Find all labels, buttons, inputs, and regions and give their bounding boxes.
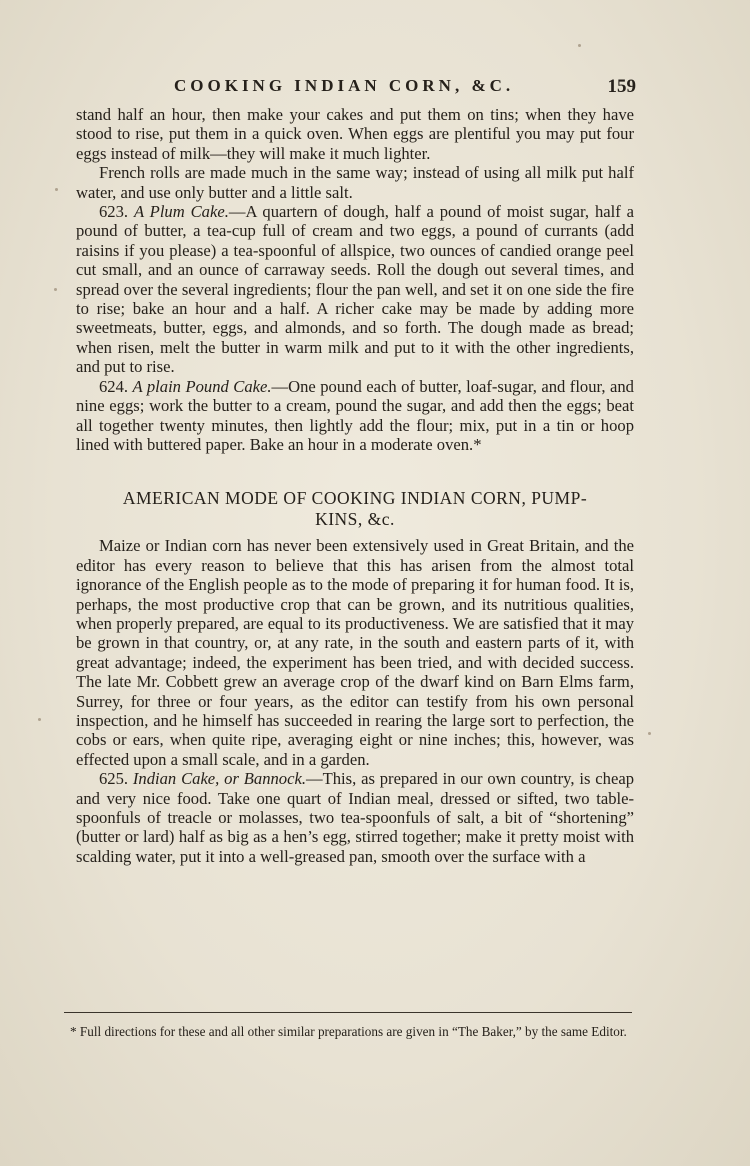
ink-speck: [648, 732, 651, 735]
recipe-624: [76, 377, 634, 455]
recipe-text: —This, as prepared in our own country, is cheap and very nice food. Take one quart of Indian meal, dressed or sifted, two table-spoonfuls of treacle or molasses, two tea-spoonfuls of salt, a bit of “shortening” (butter or lard) half as big as a hen’s egg, stirred together; make it pretty moist with scalding water, put it into a well-greased pan, smooth over the surface with a: [76, 769, 634, 866]
body-text: [76, 105, 634, 866]
recipe-number: 625.: [99, 769, 129, 789]
recipe-text: —A quartern of dough, half a pound of moist sugar, half a pound of butter, a tea-cup full of cream and two eggs, a pound of currants (add raisins if you please) a tea-spoonful of allspice, two ounces of candied orange peel cut small, and an ounce of carraway seeds. Roll the dough out several times, and spread over the several ingredients; flour the pan well, and set it on one side the fire to rise; bake an hour and a half. A richer cake may be made by adding more sweetmeats, butter, eggs, and almonds, and so forth. The dough made as bread; when risen, melt the butter in warm milk and put to it with the other ingredients, and put to rise.: [76, 202, 634, 377]
paragraph-french-rolls: French rolls are made much in the same way; instead of using all milk put half water, and use only butter and a little salt.: [76, 163, 634, 202]
paragraph-continuation: stand half an hour, then make your cakes and put them on tins; when they have stood to rise, put them in a quick oven. When eggs are plentiful you may put four eggs instead of milk—they will make it much lighter.: [76, 105, 634, 163]
section-heading: [76, 488, 634, 530]
recipe-625: [76, 769, 634, 866]
section-heading-line-2: KINS, &c.: [315, 509, 395, 530]
ink-speck: [38, 718, 41, 721]
page-number: 159: [607, 76, 636, 97]
ink-speck: [55, 188, 58, 191]
recipe-623: [76, 202, 634, 377]
recipe-title: A Plum Cake.: [133, 202, 229, 222]
footnote: * Full directions for these and all other similar preparations are given in “The Baker,” by the same Editor.: [70, 1024, 627, 1039]
section-heading-line-1: AMERICAN MODE OF COOKING INDIAN CORN, PUMP-: [122, 488, 588, 509]
footnote-rule: [64, 1012, 632, 1013]
recipe-number: 624.: [99, 376, 129, 396]
recipe-number: 623.: [99, 202, 129, 222]
running-head-title: COOKING INDIAN CORN, &C.: [174, 76, 515, 95]
ink-speck: [578, 44, 581, 47]
recipe-text: —One pound each of butter, loaf-sugar, and flour, and nine eggs; work the butter to a cream, pound the sugar, and add then the eggs; beat all together twenty minutes, then lightly add the flour; mix, put in a tin or hoop lined with buttered paper. Bake an hour in a moderate oven.*: [76, 376, 634, 454]
recipe-title: Indian Cake, or Bannock.: [132, 769, 306, 789]
ink-speck: [54, 288, 57, 291]
recipe-title: A plain Pound Cake.: [132, 376, 272, 396]
running-head: [76, 76, 636, 100]
paragraph-maize: Maize or Indian corn has never been extensively used in Great Britain, and the editor has every reason to believe that this has arisen from the almost total ignorance of the English people as to the mode of preparing it for human food. It is, perhaps, the most productive crop that can be grown, and its nutritious qualities, when properly prepared, are equal to its productiveness. We are satisfied that it may be grown in that country, or, at any rate, in the south and eastern parts of it, with great advantage; indeed, the experiment has been tried, and with decided success. The late Mr. Cobbett grew an average crop of the dwarf kind on Barn Elms farm, Surrey, for three or four years, as the editor can testify from his own personal inspection, and he himself has succeeded in rearing the large sort to perfection, the cobs or ears, when quite ripe, averaging eight or nine inches; this, however, was effected upon a small scale, and in a garden.: [76, 536, 634, 769]
